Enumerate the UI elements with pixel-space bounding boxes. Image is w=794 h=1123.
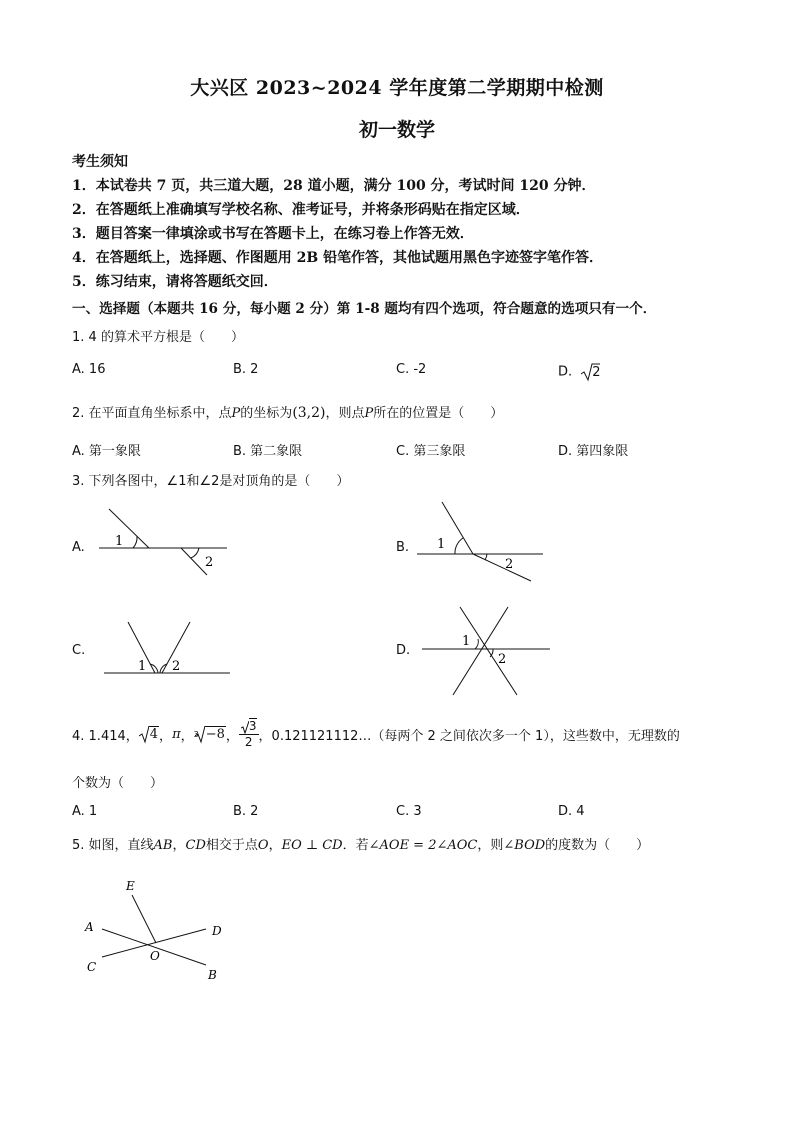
- question-5-stem: [72, 834, 649, 853]
- q3-figure-a: [95, 505, 235, 580]
- q5-stem-a: 5. 如图，直线: [72, 838, 154, 853]
- q3-option-c: C.: [72, 643, 86, 658]
- q5-comma: ，: [172, 838, 186, 853]
- q5-eo-cd: EO ⊥ CD: [281, 838, 343, 853]
- question-1-stem: 1. 4 的算术平方根是（ ）: [72, 330, 244, 345]
- q5-ab: AB: [153, 838, 173, 853]
- q3d-label-1: 1: [462, 634, 471, 649]
- q4-option-c: C. 3: [396, 804, 422, 819]
- q4-option-d: D. 4: [558, 804, 585, 819]
- q3d-label-2: 2: [498, 652, 507, 667]
- q2-stem-a: 2. 在平面直角坐标系中，点: [72, 406, 232, 421]
- q3b-label-2: 2: [505, 557, 514, 572]
- q3a-label-2: 2: [205, 555, 214, 570]
- q4-frac-den: 2: [244, 734, 253, 749]
- q2-option-c: C. 第三象限: [396, 444, 466, 459]
- notice-item-4: 4．在答题纸上，选择题、作图题用 2B 铅笔作答，其他试题用黑色字迹签字笔作答．: [72, 250, 604, 266]
- q3-figure-d: [420, 605, 555, 697]
- q5-cd: CD: [185, 838, 206, 853]
- q5-stem-c: ，: [268, 838, 282, 853]
- notice-item-2: 2．在答题纸上准确填写学校名称、准考证号，并将条形码贴在指定区域．: [72, 202, 530, 218]
- q3c-label-2: 2: [172, 659, 181, 674]
- q4-cube-index: 3: [193, 729, 199, 739]
- q1-option-c: C. -2: [396, 362, 427, 377]
- q4-prefix: 4. 1.414，: [72, 728, 139, 744]
- q4-fraction-numerator: [239, 719, 259, 735]
- sqrt-symbol-icon: [139, 724, 149, 744]
- q4-suffix: ，0.121121112…（每两个 2 之间依次多一个 1），这些数中，无理数的: [258, 728, 680, 744]
- q5-o: O: [257, 838, 269, 853]
- q5-label-c: C: [87, 960, 97, 974]
- q2-coord: (3,2): [292, 405, 326, 421]
- q5-bod: ∠BOD: [503, 838, 546, 853]
- question-4-line2: 个数为（ ）: [72, 776, 164, 791]
- q2-option-a: A. 第一象限: [72, 444, 141, 459]
- q3-option-b: B.: [396, 540, 410, 555]
- q1-option-d-radicand: 2: [592, 364, 601, 380]
- q4-sqrt4: 4: [149, 727, 159, 742]
- q2-option-d: D. 第四象限: [558, 444, 629, 459]
- exam-subtitle: 初一数学: [358, 119, 435, 141]
- q5-label-b: B: [208, 968, 217, 982]
- notice-heading: 考生须知: [72, 154, 128, 170]
- notice-item-1: 1．本试卷共 7 页，共三道大题，28 道小题，满分 100 分，考试时间 120 分钟．: [72, 178, 596, 194]
- q5-label-e: E: [126, 879, 135, 893]
- q1-option-d: [558, 362, 601, 382]
- q5-stem-f: 的度数为（ ）: [545, 838, 650, 853]
- section-heading: 一、选择题（本题共 16 分，每小题 2 分）第 1-8 题均有四个选项，符合题意的选项只有一个．: [72, 301, 657, 317]
- q5-figure: [80, 875, 240, 985]
- q4-frac-num: 3: [248, 719, 257, 734]
- q4-sep3: ，: [225, 728, 239, 744]
- q3-option-d: D.: [396, 643, 411, 658]
- notice-item-5: 5．练习结束，请将答题纸交回．: [72, 274, 278, 290]
- q3-figure-c: [100, 618, 235, 680]
- q5-stem-d: ．若: [342, 838, 369, 853]
- q4-cube-radicand: −8: [205, 727, 225, 742]
- q2-stem-c: ，则点: [325, 406, 365, 421]
- q1-option-d-label: D.: [558, 364, 573, 380]
- notice-item-3: 3．题目答案一律填涂或书写在答题卡上，在练习卷上作答无效．: [72, 226, 474, 242]
- q2-point-p-2: P: [364, 406, 374, 421]
- q4-sep2: ，: [180, 728, 194, 744]
- q3a-label-1: 1: [115, 534, 124, 549]
- q4-sep1: ，: [159, 728, 173, 744]
- q4-option-a: A. 1: [72, 804, 98, 819]
- q3c-label-1: 1: [138, 659, 147, 674]
- question-4-stem: [72, 714, 680, 754]
- q4-option-b: B. 2: [233, 804, 259, 819]
- q1-option-a: A. 16: [72, 362, 106, 377]
- q3b-label-1: 1: [437, 537, 446, 552]
- exam-title: 大兴区 2023~2024 学年度第二学期期中检测: [190, 77, 604, 99]
- q5-cond: ∠AOE = 2∠AOC: [368, 838, 478, 853]
- q5-stem-b: 相交于点: [205, 838, 258, 853]
- q3-figure-b: [415, 500, 550, 585]
- question-3-stem: 3. 下列各图中，∠1和∠2是对顶角的是（ ）: [72, 474, 350, 489]
- q3-option-a: A.: [72, 540, 85, 555]
- question-2-stem: [72, 402, 503, 421]
- q2-option-b: B. 第二象限: [233, 444, 303, 459]
- q5-label-a: A: [85, 920, 94, 934]
- q5-label-o: O: [150, 949, 160, 963]
- q2-stem-b: 的坐标为: [240, 406, 293, 421]
- cube-root-symbol-icon: [195, 724, 205, 744]
- q1-option-b: B. 2: [233, 362, 259, 377]
- sqrt-symbol-icon: [241, 720, 249, 734]
- q5-label-d: D: [212, 924, 222, 938]
- q4-fraction: [239, 719, 259, 749]
- q2-point-p: P: [231, 406, 241, 421]
- q4-pi: π: [172, 726, 181, 742]
- q2-stem-d: 所在的位置是（ ）: [373, 406, 504, 421]
- q5-stem-e: ，则: [477, 838, 504, 853]
